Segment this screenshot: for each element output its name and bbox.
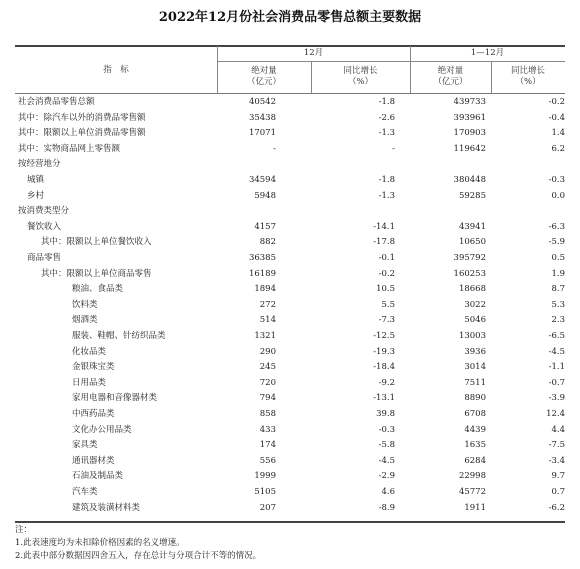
- dec-amount-cell: 514: [259, 315, 276, 326]
- ytd-amount-cell: 4439: [464, 424, 486, 435]
- ytd-amount-cell: 170903: [453, 128, 486, 139]
- dec-amount-cell: 36385: [248, 253, 276, 263]
- ytd-amount-cell: 7511: [464, 377, 486, 388]
- dec-yoy-cell: -0.3: [378, 424, 395, 435]
- table-row: [15, 314, 565, 327]
- dec-amount-cell: 272: [259, 299, 276, 310]
- note-1: 1.此表速度均为未扣除价格因素的名义增速。: [15, 538, 185, 548]
- row-label: 饮料类: [72, 299, 98, 310]
- row-label: 石油及制品类: [72, 471, 124, 482]
- dec-yoy-cell: -17.8: [373, 237, 395, 248]
- dec-amount-cell: 1894: [254, 284, 276, 295]
- ytd-yoy-cell: 0.5: [551, 253, 565, 263]
- ytd-amount-cell: 3014: [464, 362, 486, 373]
- dec-yoy-cell: -14.1: [373, 221, 395, 232]
- dec-yoy-cell: -4.5: [378, 455, 395, 466]
- dec-amount-cell: 17071: [248, 128, 276, 139]
- ytd-amount-cell: 13003: [458, 331, 486, 341]
- ytd-amount-cell: 3022: [464, 299, 486, 310]
- dec-yoy-cell: -1.8: [378, 97, 395, 107]
- dec-amount-cell: 245: [259, 362, 276, 373]
- row-label: 其中：限额以上单位消费品零售额: [18, 128, 146, 139]
- group-underline: [217, 61, 565, 62]
- dec-yoy-cell: -19.3: [373, 346, 395, 357]
- row-label: 家具类: [72, 440, 98, 451]
- dec-amount-cell: 35438: [248, 112, 276, 123]
- ytd-yoy-cell: -0.4: [548, 112, 565, 123]
- row-label: 汽车类: [72, 487, 98, 497]
- row-label: 乡村: [27, 190, 45, 201]
- table-row: [15, 392, 565, 405]
- dec-yoy-cell: -2.9: [378, 471, 395, 482]
- row-label: 按经营地分: [18, 159, 61, 170]
- table-row: [15, 96, 565, 109]
- dec-yoy-cell: -: [392, 143, 395, 154]
- row-label: 按消费类型分: [18, 206, 70, 217]
- dec-amount-cell: 16189: [248, 268, 276, 279]
- ytd-yoy-cell: 8.7: [551, 284, 565, 295]
- dec-amount-cell: 794: [259, 393, 276, 404]
- ytd-amount-cell: 10650: [458, 237, 486, 248]
- row-label: 其中：限额以上单位餐饮收入: [41, 237, 152, 248]
- row-label: 通讯器材类: [72, 455, 115, 466]
- dec-yoy-cell: -12.5: [373, 331, 395, 341]
- table-row: [15, 439, 565, 452]
- row-label: 商品零售: [27, 253, 62, 263]
- ytd-amount-cell: 6284: [464, 455, 486, 466]
- dec-amount-cell: 174: [259, 440, 276, 451]
- row-label: 化妆品类: [72, 346, 107, 357]
- dec-amount-cell: 556: [259, 455, 276, 466]
- ytd-yoy-cell: -4.5: [548, 346, 565, 357]
- dec-yoy-cell: -1.3: [378, 190, 395, 201]
- ytd-yoy-cell: -6.2: [548, 502, 565, 513]
- ytd-amount-cell: 160253: [453, 268, 486, 279]
- row-label: 其中：除汽车以外的消费品零售额: [18, 112, 146, 123]
- note-2: 2.此表中部分数据因四舍五入，存在总计与分项合计不等的情况。: [15, 551, 262, 561]
- ytd-yoy-cell: -3.9: [548, 393, 565, 404]
- table-row: [15, 377, 565, 390]
- ytd-yoy-cell: -0.2: [548, 97, 565, 107]
- yoy-header-dec: 同比增长 （%）: [343, 66, 378, 87]
- row-label: 餐饮收入: [27, 221, 62, 232]
- ytd-yoy-cell: -7.5: [548, 440, 565, 451]
- ytd-yoy-cell: -6.3: [548, 221, 565, 232]
- table-bottom-rule: [15, 521, 565, 523]
- table-row: [15, 470, 565, 483]
- ytd-amount-cell: 45772: [458, 487, 486, 497]
- ytd-amount-cell: 3936: [464, 346, 486, 357]
- dec-yoy-cell: -2.6: [378, 112, 395, 123]
- ytd-yoy-cell: -0.7: [548, 377, 565, 388]
- ytd-yoy-cell: -0.3: [548, 175, 565, 185]
- dec-amount-cell: 433: [259, 424, 276, 435]
- header-bottom-rule: [15, 93, 565, 94]
- ytd-amount-cell: 8890: [464, 393, 486, 404]
- table-row: [15, 221, 565, 234]
- row-label: 城镇: [27, 175, 45, 185]
- note-heading: 注：: [15, 525, 33, 535]
- ytd-yoy-cell: 4.4: [551, 424, 565, 435]
- row-label: 烟酒类: [72, 315, 98, 326]
- ytd-amount-cell: 395792: [453, 253, 486, 263]
- dec-amount-cell: 1321: [254, 331, 276, 341]
- dec-amount-cell: 5105: [254, 487, 276, 497]
- ytd-amount-cell: 119642: [453, 143, 486, 154]
- dec-yoy-cell: 39.8: [376, 409, 395, 419]
- ytd-yoy-cell: -1.1: [548, 362, 565, 373]
- dec-yoy-cell: -1.3: [378, 128, 395, 139]
- dec-header: 12月: [303, 48, 324, 58]
- ytd-amount-cell: 380448: [453, 175, 486, 185]
- table-row: [15, 174, 565, 187]
- table-row: [15, 299, 565, 312]
- ytd-yoy-cell: 1.9: [551, 268, 565, 279]
- dec-amount-cell: 40542: [248, 97, 276, 107]
- row-label: 其中：实物商品网上零售额: [18, 143, 121, 154]
- ytd-amount-cell: 1911: [464, 502, 486, 513]
- table-row: [15, 502, 565, 515]
- dec-yoy-cell: 5.5: [381, 299, 395, 310]
- dec-yoy-cell: 10.5: [376, 284, 395, 295]
- dec-yoy-cell: -0.2: [378, 268, 395, 279]
- ytd-yoy-cell: -5.9: [548, 237, 565, 248]
- ytd-amount-cell: 59285: [458, 190, 486, 201]
- table-row: [15, 127, 565, 140]
- dec-yoy-cell: -1.8: [378, 175, 395, 185]
- ytd-amount-cell: 22998: [458, 471, 486, 482]
- table-row: [15, 361, 565, 374]
- dec-amount-cell: 34594: [248, 175, 276, 185]
- table-row: [15, 455, 565, 468]
- table-row: [15, 143, 565, 156]
- table-row: [15, 236, 565, 249]
- row-label: 社会消费品零售总额: [18, 97, 95, 107]
- ytd-amount-cell: 439733: [453, 97, 486, 107]
- abs-header-dec: 绝对量 （亿元）: [246, 66, 281, 87]
- row-label: 家用电器和音像器材类: [72, 393, 158, 404]
- table-row: [15, 268, 565, 281]
- footnotes: [15, 524, 261, 563]
- row-label: 服装、鞋帽、针纺织品类: [72, 331, 166, 341]
- table-row: [15, 112, 565, 125]
- table-row: [15, 158, 565, 171]
- ytd-yoy-cell: 2.3: [551, 315, 565, 326]
- header-top-rule: [15, 45, 565, 47]
- row-label: 粮油、食品类: [72, 284, 124, 295]
- row-label: 中西药品类: [72, 409, 115, 419]
- table-row: [15, 408, 565, 421]
- ytd-header: 1—12月: [470, 48, 505, 58]
- dec-yoy-cell: -13.1: [373, 393, 395, 404]
- table-row: [15, 424, 565, 437]
- dec-amount-cell: 858: [259, 409, 276, 419]
- ytd-yoy-cell: 12.4: [546, 409, 565, 419]
- ytd-amount-cell: 43941: [458, 221, 486, 232]
- table-row: [15, 205, 565, 218]
- dec-amount-cell: 4157: [254, 221, 276, 232]
- table-row: [15, 346, 565, 359]
- ytd-amount-cell: 1635: [464, 440, 486, 451]
- dec-amount-cell: 290: [259, 346, 276, 357]
- table-row: [15, 252, 565, 265]
- ytd-yoy-cell: 5.3: [551, 299, 565, 310]
- dec-amount-cell: 207: [259, 502, 276, 513]
- ytd-yoy-cell: 6.2: [551, 143, 565, 154]
- ytd-amount-cell: 6708: [464, 409, 486, 419]
- table-row: [15, 283, 565, 296]
- ytd-yoy-cell: 0.0: [551, 190, 565, 201]
- row-label: 金银珠宝类: [72, 362, 115, 373]
- table-row: [15, 330, 565, 343]
- ytd-yoy-cell: -3.4: [548, 455, 565, 466]
- abs-header-ytd: 绝对量 （亿元）: [433, 66, 468, 87]
- ytd-amount-cell: 5046: [464, 315, 486, 326]
- dec-amount-cell: 1999: [254, 471, 276, 482]
- ytd-yoy-cell: 0.7: [551, 487, 565, 497]
- dec-yoy-cell: -5.8: [378, 440, 395, 451]
- dec-yoy-cell: -0.1: [378, 253, 395, 263]
- ytd-yoy-cell: 1.4: [551, 128, 565, 139]
- ytd-amount-cell: 18668: [458, 284, 486, 295]
- row-label: 其中：限额以上单位商品零售: [41, 268, 152, 279]
- dec-yoy-cell: -7.3: [378, 315, 395, 326]
- table-row: [15, 190, 565, 203]
- dec-yoy-cell: -9.2: [378, 377, 395, 388]
- table-title: 2022年12月份社会消费品零售总额主要数据: [158, 10, 422, 25]
- dec-amount-cell: 720: [259, 377, 276, 388]
- yoy-header-ytd: 同比增长 （%）: [510, 66, 545, 87]
- dec-amount-cell: 882: [259, 237, 276, 248]
- ytd-yoy-cell: 9.7: [551, 471, 565, 482]
- indicator-header: 指 标: [103, 65, 129, 75]
- dec-yoy-cell: 4.6: [381, 487, 395, 497]
- dec-amount-cell: -: [273, 143, 276, 154]
- ytd-amount-cell: 393961: [453, 112, 486, 123]
- row-label: 日用品类: [72, 377, 107, 388]
- row-label: 文化办公用品类: [72, 424, 132, 435]
- dec-yoy-cell: -18.4: [373, 362, 395, 373]
- table-row: [15, 486, 565, 499]
- ytd-yoy-cell: -6.5: [548, 331, 565, 341]
- row-label: 建筑及装潢材料类: [72, 502, 141, 513]
- dec-yoy-cell: -8.9: [378, 502, 395, 513]
- dec-amount-cell: 5948: [254, 190, 276, 201]
